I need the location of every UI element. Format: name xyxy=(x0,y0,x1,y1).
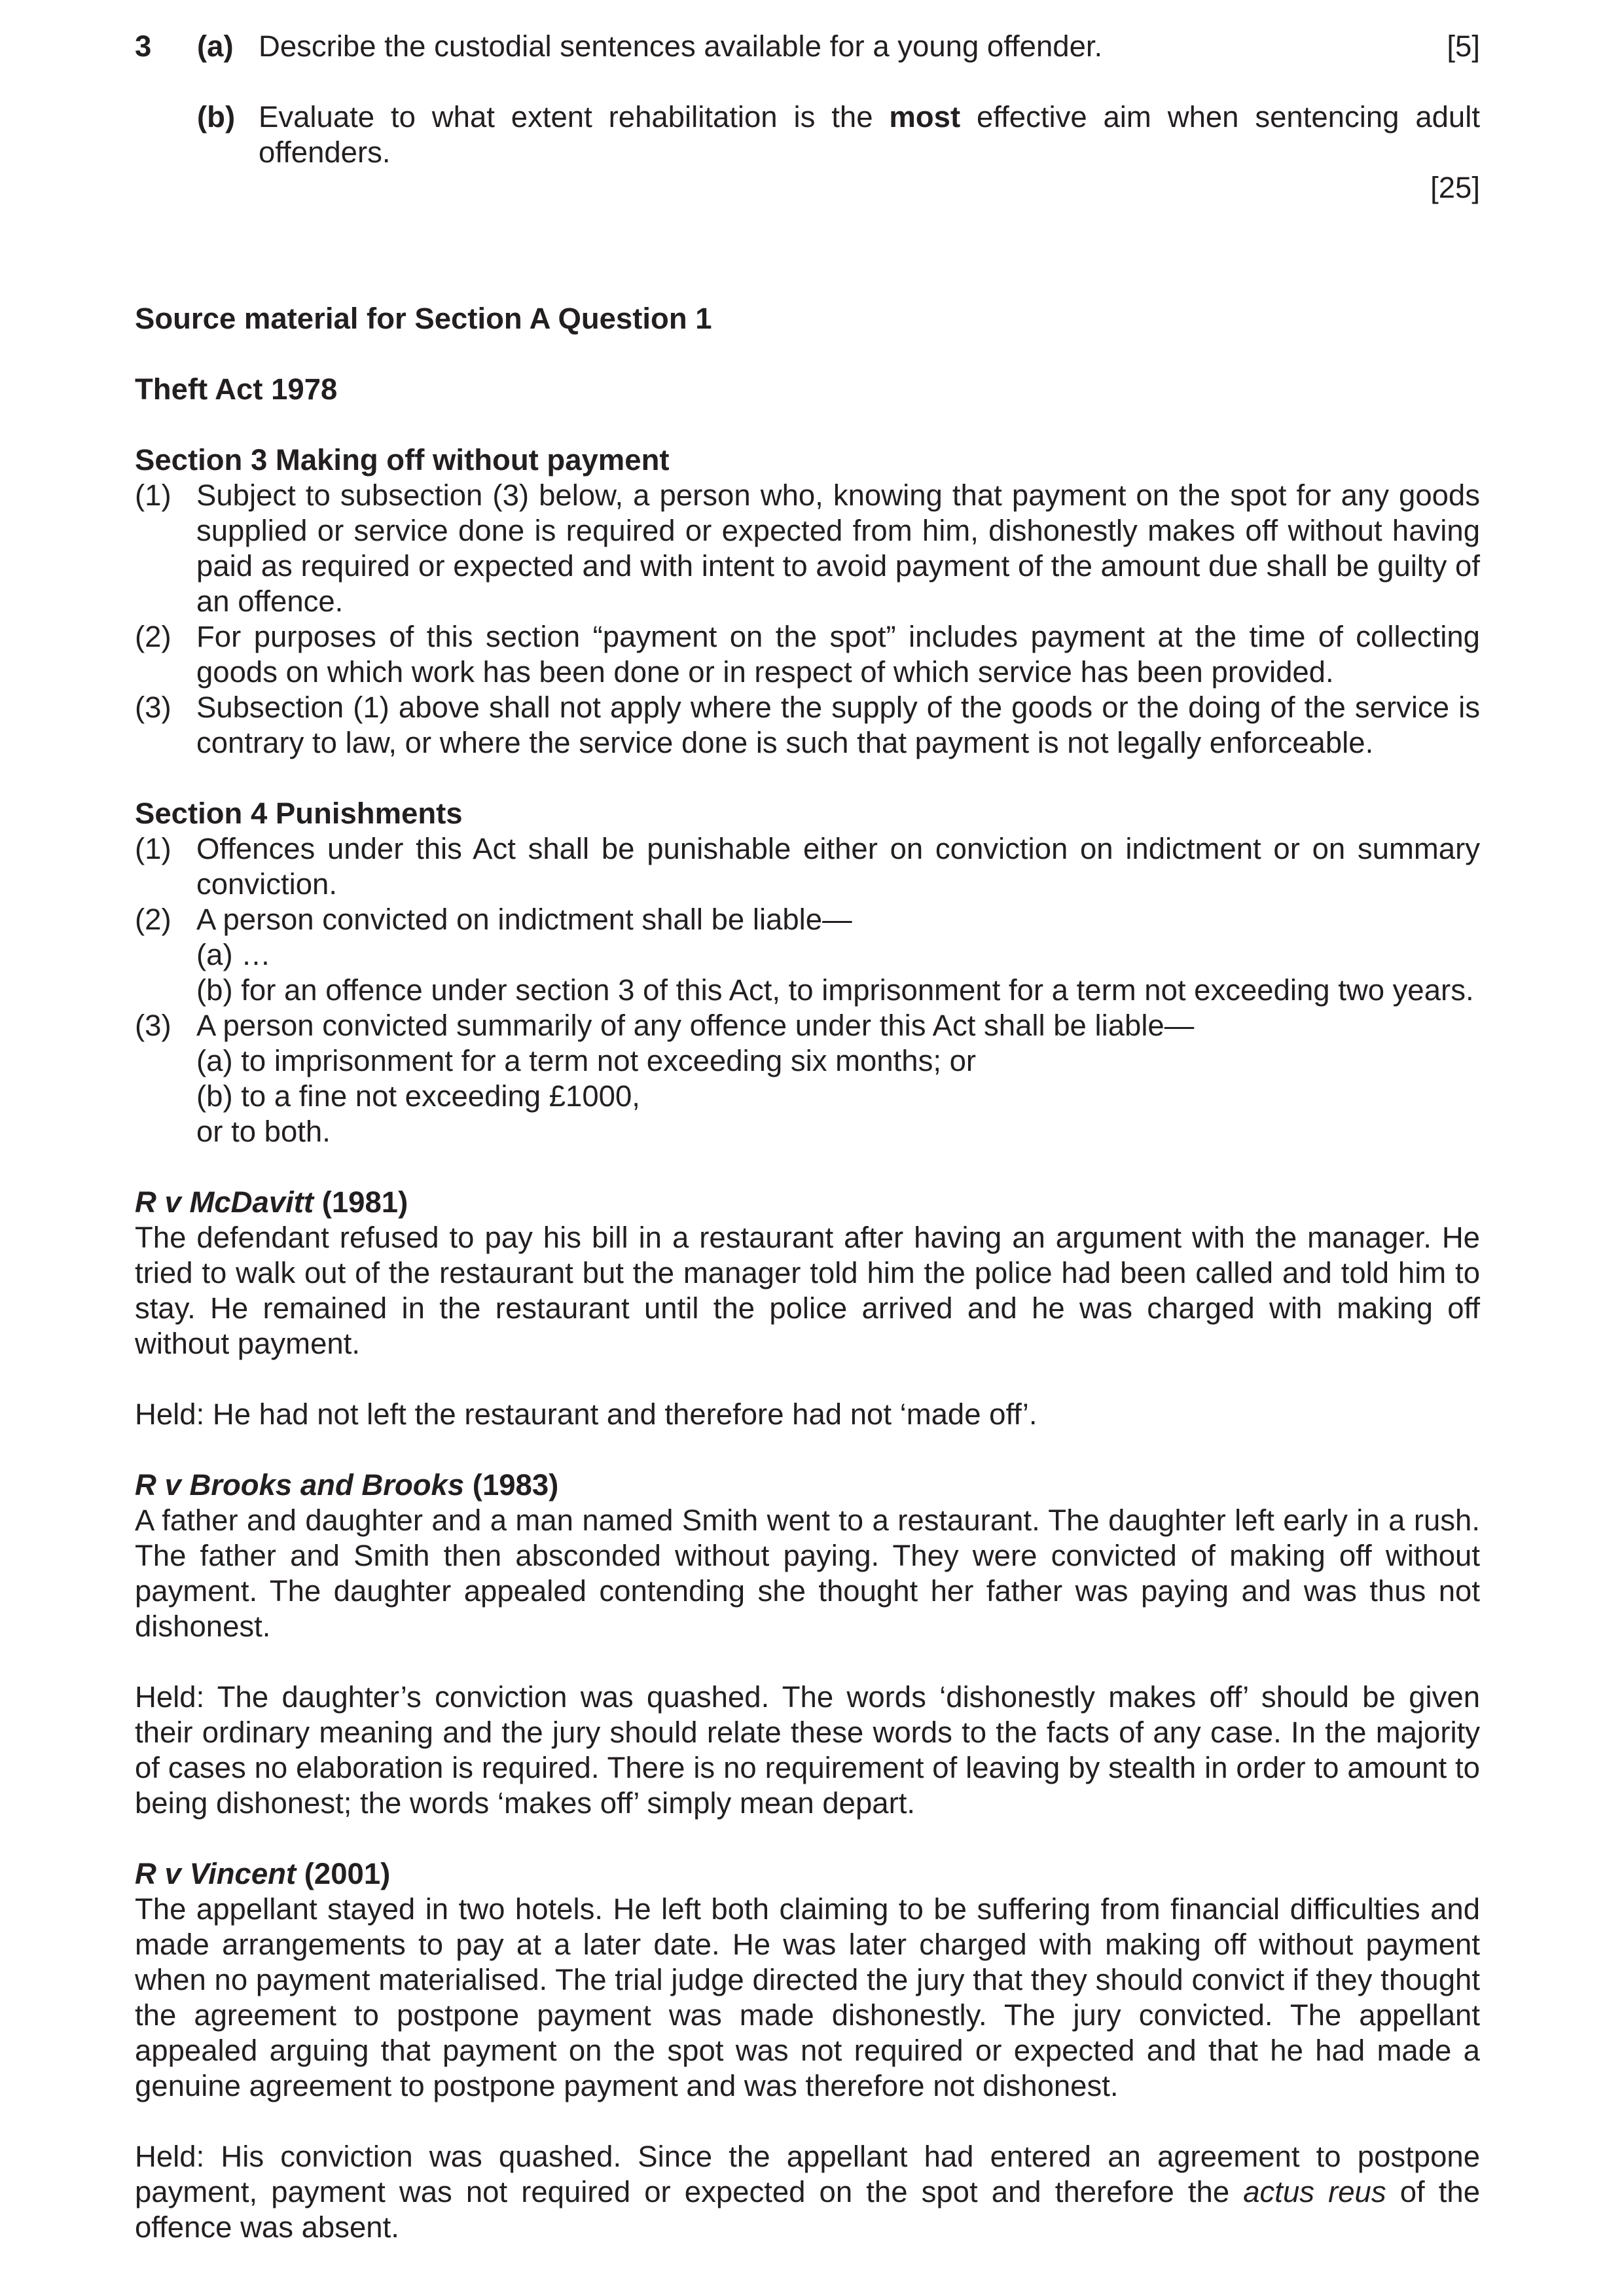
case-held: Held: His conviction was quashed. Since the appellant had entered an agreement to postpone payment, payment was not required or expected on the spot and therefore the actus reus of the offence was absent. xyxy=(135,2140,1480,2244)
case-title: R v Vincent (2001) xyxy=(135,1857,391,1890)
question-3b xyxy=(135,99,1480,206)
section-3-heading: Section 3 Making off without payment xyxy=(135,443,670,477)
section-3-list xyxy=(135,478,1480,761)
case-held: Held: He had not left the restaurant and therefore had not ‘made off’. xyxy=(135,1397,1038,1431)
section-3-item: (1) Subject to subsection (3) below, a person who, knowing that payment on the spot for any goods supplied or service done is required or expected from him, dishonestly makes off without having paid as required or expected and with intent to avoid payment of the amount due shall be guilty of an offence. xyxy=(135,478,1480,618)
case-facts: A father and daughter and a man named Smith went to a restaurant. The daughter left early in a rush. The father and Smith then absconded without paying. They were convicted of making off without payment. The daughter appealed contending she thought her father was paying and was thus not dishonest. xyxy=(135,1504,1480,1643)
section-4-heading: Section 4 Punishments xyxy=(135,797,463,830)
section-4-list xyxy=(135,831,1480,1149)
section-4-item: (3) A person convicted summarily of any offence under this Act shall be liable— (a) to imprisonment for a term not exceeding six months; or (b) to a fine not exceeding £1000, or to both. xyxy=(135,1009,1195,1148)
part-a-text: Describe the custodial sentences available for a young offender. xyxy=(259,29,1103,63)
part-a-label: (a) xyxy=(197,29,234,63)
case-facts: The defendant refused to pay his bill in a restaurant after having an argument with the manager. He tried to walk out of the restaurant but the manager told him the police had been called and told him to stay. He remained in the restaurant until the police arrived and he was charged with making off without payment. xyxy=(135,1221,1480,1360)
section-4-item: (1) Offences under this Act shall be punishable either on conviction on indictment or on summary conviction. xyxy=(135,832,1480,901)
part-a-marks: [5] xyxy=(1447,29,1480,63)
part-b-text: Evaluate to what extent rehabilitation is the most effective aim when sentencing adult offenders. xyxy=(259,100,1480,169)
section-3-item: (2) For purposes of this section “payment on the spot” includes payment at the time of collecting goods on which work has been done or in respect of which service has been provided. xyxy=(135,620,1480,689)
part-b-label: (b) xyxy=(197,100,236,134)
case-title: R v Brooks and Brooks (1983) xyxy=(135,1468,559,1502)
exam-page xyxy=(135,29,1480,2245)
part-b-marks: [25] xyxy=(1430,171,1480,204)
case-facts: The appellant stayed in two hotels. He left both claiming to be suffering from financial difficulties and made arrangements to pay at a later date. He was later charged with making off without payment when no payment materialised. The trial judge directed the jury that they should convict if they thought the agreement to postpone payment was made dishonestly. The jury convicted. The appellant appealed arguing that payment on the spot was not required or expected and that he had made a genuine agreement to postpone payment and was therefore not dishonest. xyxy=(135,1892,1480,2102)
case-held: Held: The daughter’s conviction was quashed. The words ‘dishonestly makes off’ should be given their ordinary meaning and the jury should relate these words to the facts of any case. In the majority of cases no elaboration is required. There is no requirement of leaving by stealth in order to amount to being dishonest; the words ‘makes off’ simply mean depart. xyxy=(135,1680,1480,1820)
question-3a xyxy=(135,29,1480,64)
source-heading: Source material for Section A Question 1 xyxy=(135,302,712,335)
section-4-item: (2) A person convicted on indictment shall be liable— (a) … (b) for an offence under section 3 of this Act, to imprisonment for a term not exceeding two years. xyxy=(135,903,1474,1007)
question-number: 3 xyxy=(135,29,152,63)
case-title: R v McDavitt (1981) xyxy=(135,1185,408,1219)
act-title: Theft Act 1978 xyxy=(135,372,338,406)
section-3-item: (3) Subsection (1) above shall not apply where the supply of the goods or the doing of the service is contrary to law, or where the service done is such that payment is not legally enforceable. xyxy=(135,691,1480,759)
